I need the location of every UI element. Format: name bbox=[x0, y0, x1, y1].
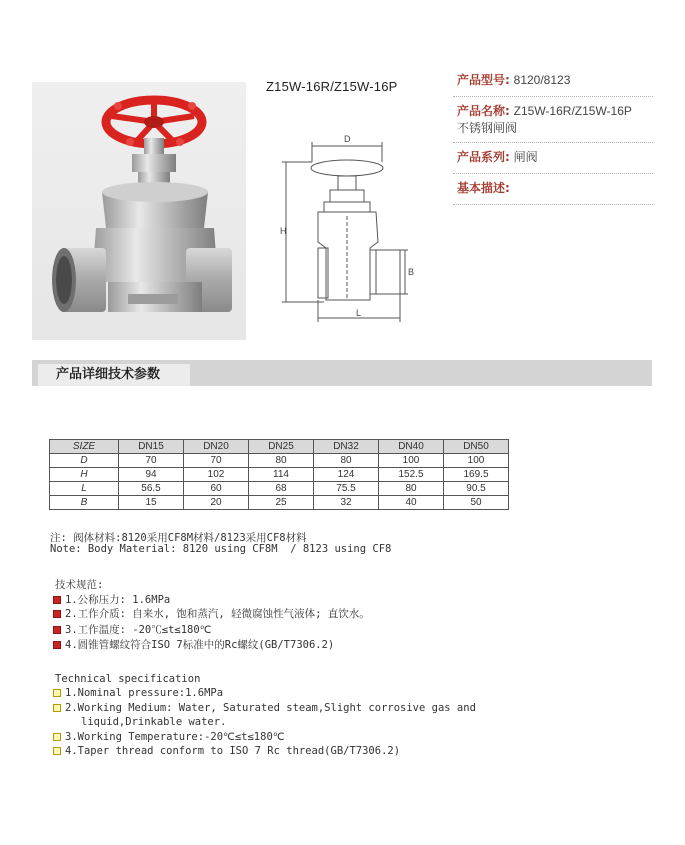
table-cell: 114 bbox=[249, 468, 314, 482]
name-value-cn: 不锈钢闸阀 bbox=[457, 121, 518, 135]
series-value: 闸阀 bbox=[513, 150, 538, 164]
table-cell: 94 bbox=[119, 468, 184, 482]
info-row-model bbox=[453, 66, 653, 97]
spec-en-item: 2.Working Medium: Water, Saturated steam,Slight corrosive gas and bbox=[53, 702, 476, 714]
table-cell: 80 bbox=[314, 454, 379, 468]
table-cell: 32 bbox=[314, 496, 379, 510]
dim-b-label: B bbox=[408, 267, 415, 277]
table-header-cell: DN25 bbox=[249, 440, 314, 454]
table-cell: 70 bbox=[184, 454, 249, 468]
yellow-square-bullet-icon bbox=[53, 689, 61, 697]
dimension-table bbox=[49, 439, 509, 510]
technical-drawing bbox=[272, 132, 432, 336]
table-cell: 100 bbox=[379, 454, 444, 468]
table-row bbox=[50, 454, 509, 468]
red-square-bullet-icon bbox=[53, 610, 61, 618]
table-cell: 25 bbox=[249, 496, 314, 510]
series-label: 产品系列: bbox=[457, 150, 510, 164]
red-square-bullet-icon bbox=[53, 626, 61, 634]
spec-en-title: Technical specification bbox=[55, 673, 201, 685]
table-header-row bbox=[50, 440, 509, 454]
info-row-description bbox=[453, 174, 653, 205]
table-cell: 102 bbox=[184, 468, 249, 482]
model-label: 产品型号: bbox=[457, 73, 510, 87]
spec-en-item: 4.Taper thread conform to ISO 7 Rc thread(GB/T7306.2) bbox=[53, 745, 400, 757]
spec-cn-item: 4.圆锥管螺纹符合ISO 7标准中的Rc螺纹(GB/T7306.2) bbox=[53, 637, 334, 652]
dim-l-label: L bbox=[356, 308, 362, 318]
table-header-cell: DN40 bbox=[379, 440, 444, 454]
yellow-square-bullet-icon bbox=[53, 733, 61, 741]
table-cell: 60 bbox=[184, 482, 249, 496]
table-header-cell: DN20 bbox=[184, 440, 249, 454]
spec-cn-item: 2.工作介质: 自来水, 饱和蒸汽, 轻微腐蚀性气液体; 直饮水。 bbox=[53, 606, 370, 621]
dim-h-label: H bbox=[280, 226, 287, 236]
table-row bbox=[50, 468, 509, 482]
section-title: 产品详细技术参数 bbox=[38, 364, 190, 386]
red-square-bullet-icon bbox=[53, 641, 61, 649]
description-label: 基本描述: bbox=[457, 181, 510, 195]
red-square-bullet-icon bbox=[53, 596, 61, 604]
name-value: Z15W-16R/Z15W-16P bbox=[513, 104, 632, 118]
info-row-series bbox=[453, 143, 653, 174]
table-header-cell: SIZE bbox=[50, 440, 119, 454]
table-row bbox=[50, 496, 509, 510]
material-note-en: Note: Body Material: 8120 using CF8M / 8123 using CF8 bbox=[50, 543, 392, 555]
table-cell: 68 bbox=[249, 482, 314, 496]
table-cell: 15 bbox=[119, 496, 184, 510]
model-value: 8120/8123 bbox=[513, 73, 571, 87]
name-label: 产品名称: bbox=[457, 104, 510, 118]
table-header-cell: DN15 bbox=[119, 440, 184, 454]
product-info-list bbox=[453, 66, 653, 205]
spec-cn-title: 技术规范: bbox=[55, 579, 104, 591]
yellow-square-bullet-icon bbox=[53, 747, 61, 755]
table-cell: 152.5 bbox=[379, 468, 444, 482]
table-cell: D bbox=[50, 454, 119, 468]
product-photo bbox=[32, 82, 246, 340]
table-cell: 169.5 bbox=[444, 468, 509, 482]
material-note-cn: 注: 阀体材料:8120采用CF8M材料/8123采用CF8材料 bbox=[50, 532, 307, 544]
table-cell: 70 bbox=[119, 454, 184, 468]
table-cell: 50 bbox=[444, 496, 509, 510]
spec-cn-item: 3.工作温度: -20℃≤t≤180℃ bbox=[53, 622, 211, 637]
table-row bbox=[50, 482, 509, 496]
table-cell: 40 bbox=[379, 496, 444, 510]
table-cell: 124 bbox=[314, 468, 379, 482]
table-cell: 80 bbox=[249, 454, 314, 468]
table-cell: H bbox=[50, 468, 119, 482]
table-cell: 56.5 bbox=[119, 482, 184, 496]
dim-d-label: D bbox=[344, 134, 351, 144]
yellow-square-bullet-icon bbox=[53, 704, 61, 712]
spec-en-item: 1.Nominal pressure:1.6MPa bbox=[53, 687, 223, 699]
table-cell: 20 bbox=[184, 496, 249, 510]
table-cell: 90.5 bbox=[444, 482, 509, 496]
table-cell: B bbox=[50, 496, 119, 510]
table-cell: L bbox=[50, 482, 119, 496]
product-model-title: Z15W-16R/Z15W-16P bbox=[266, 79, 398, 94]
spec-en-item-continued: liquid,Drinkable water. bbox=[81, 716, 227, 728]
info-row-name bbox=[453, 97, 653, 143]
spec-cn-item: 1.公称压力: 1.6MPa bbox=[53, 592, 170, 607]
table-header-cell: DN32 bbox=[314, 440, 379, 454]
table-cell: 100 bbox=[444, 454, 509, 468]
spec-en-item: 3.Working Temperature:-20℃≤t≤180℃ bbox=[53, 731, 285, 743]
table-cell: 75.5 bbox=[314, 482, 379, 496]
table-header-cell: DN50 bbox=[444, 440, 509, 454]
table-cell: 80 bbox=[379, 482, 444, 496]
